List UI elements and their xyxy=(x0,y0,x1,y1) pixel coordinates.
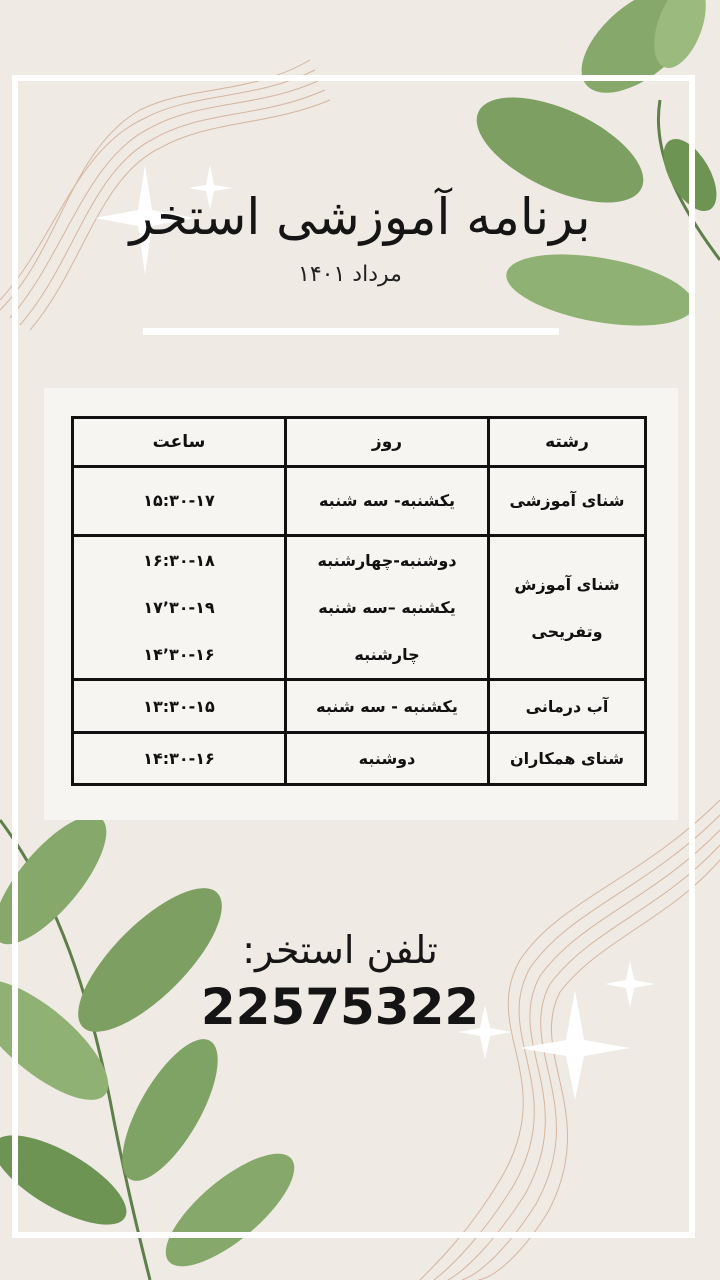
table-row xyxy=(73,732,646,784)
table-row xyxy=(73,467,646,535)
cell-day: دوشنبه xyxy=(286,732,489,784)
table-row xyxy=(73,680,646,732)
phone-number[interactable]: 22575322 xyxy=(200,978,480,1036)
page-subtitle: مرداد ۱۴۰۱ xyxy=(298,262,402,287)
cell-time: ۱۴:۳۰-۱۶ xyxy=(73,732,286,784)
cell-time: ۱۵:۳۰-۱۷ xyxy=(73,467,286,535)
cell-field: شنای همکاران xyxy=(489,732,646,784)
cell-day: یکشنبه- سه شنبه xyxy=(286,467,489,535)
table-row xyxy=(73,535,646,680)
cell-field: آب درمانی xyxy=(489,680,646,732)
cell-day: دوشنبه-چهارشنبه یکشنبه –سه شنبه چارشنبه xyxy=(286,535,489,680)
table-header-row xyxy=(73,418,646,467)
cell-day: یکشنبه - سه شنبه xyxy=(286,680,489,732)
cell-time: ۱۶:۳۰-۱۸ ۱۷٬۳۰-۱۹ ۱۴٬۳۰-۱۶ xyxy=(73,535,286,680)
cell-time: ۱۳:۳۰-۱۵ xyxy=(73,680,286,732)
divider xyxy=(143,328,559,335)
header-time: ساعت xyxy=(73,418,286,467)
schedule-table xyxy=(71,416,647,786)
page-title: برنامه آموزشی استخر xyxy=(129,188,591,246)
cell-field: شنای آموزش وتفریحی xyxy=(489,535,646,680)
header-field: رشته xyxy=(489,418,646,467)
phone-label: تلفن استخر: xyxy=(242,928,438,972)
cell-field: شنای آموزشی xyxy=(489,467,646,535)
header-day: روز xyxy=(286,418,489,467)
